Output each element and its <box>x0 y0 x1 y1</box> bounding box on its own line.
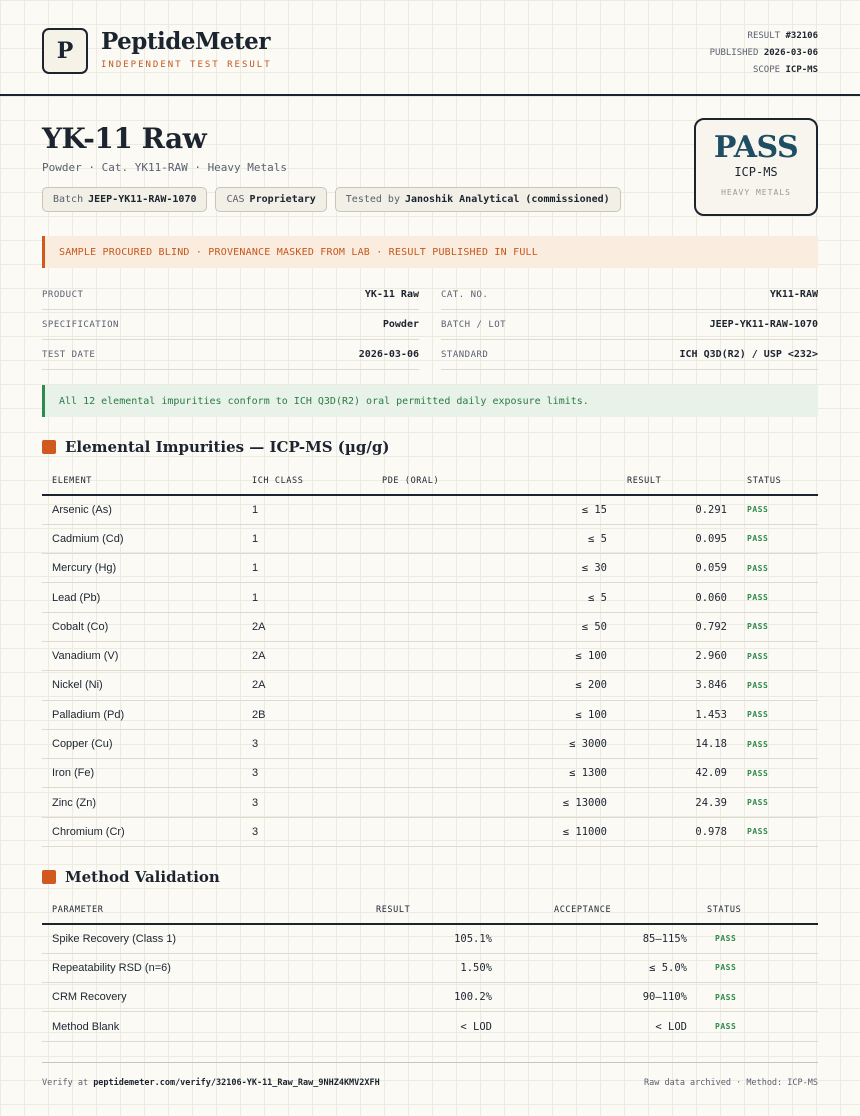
cas-chip <box>215 187 326 212</box>
result-value: 2.960 <box>617 641 737 670</box>
info-value: YK11-RAW <box>769 289 818 300</box>
ich-class: 1 <box>242 524 372 553</box>
info-label: BATCH / LOT <box>441 319 507 330</box>
status-badge: PASS <box>737 759 818 788</box>
status-badge: PASS <box>697 953 818 982</box>
pde-limit: ≤ 100 <box>372 700 617 729</box>
result-value: 42.09 <box>617 759 737 788</box>
stamp-method: ICP-MS <box>734 165 778 179</box>
table-row <box>42 924 818 953</box>
validation-heading <box>42 868 220 886</box>
result-value: 1.453 <box>617 700 737 729</box>
info-label: SPECIFICATION <box>42 319 119 330</box>
pde-limit: ≤ 13000 <box>372 788 617 817</box>
page-subtitle: Powder · Cat. YK11-RAW · Heavy Metals <box>42 161 288 174</box>
status-badge: PASS <box>737 612 818 641</box>
ich-class: 1 <box>242 495 372 524</box>
col-header: STATUS <box>737 467 818 495</box>
info-value: 2026-03-06 <box>358 349 419 360</box>
impurities-heading <box>42 438 389 456</box>
pde-limit: ≤ 3000 <box>372 729 617 758</box>
info-standard <box>441 340 818 370</box>
pde-limit: ≤ 50 <box>372 612 617 641</box>
info-row <box>42 340 818 370</box>
status-badge: PASS <box>697 983 818 1012</box>
status-badge: PASS <box>737 788 818 817</box>
report-meta <box>710 28 818 79</box>
published-line <box>710 45 818 62</box>
status-badge: PASS <box>697 1012 818 1041</box>
table-header-row <box>42 467 818 495</box>
element-name: Zinc (Zn) <box>42 788 242 817</box>
report-header <box>0 0 860 96</box>
scope-value: ICP-MS <box>785 65 818 75</box>
acceptance-range: ≤ 5.0% <box>502 953 697 982</box>
result-value: 0.060 <box>617 583 737 612</box>
table-header-row <box>42 896 818 924</box>
element-name: Palladium (Pd) <box>42 700 242 729</box>
info-value: Powder <box>382 319 419 330</box>
chip-label: Tested by <box>345 194 400 205</box>
result-value: 0.291 <box>617 495 737 524</box>
element-name: Iron (Fe) <box>42 759 242 788</box>
batch-chip <box>42 187 207 212</box>
procurement-notice: SAMPLE PROCURED BLIND · PROVENANCE MASKED FROM LAB · RESULT PUBLISHED IN FULL <box>42 236 818 268</box>
table-row <box>42 788 818 817</box>
col-header: RESULT <box>617 467 737 495</box>
info-value: JEEP-YK11-RAW-1070 <box>709 319 818 330</box>
scope-label: SCOPE <box>752 65 781 75</box>
pde-limit: ≤ 1300 <box>372 759 617 788</box>
element-name: Vanadium (V) <box>42 641 242 670</box>
ich-class: 3 <box>242 729 372 758</box>
result-value: 1.50% <box>302 953 502 982</box>
col-header: RESULT <box>302 896 502 924</box>
chip-value: Proprietary <box>249 194 316 205</box>
element-name: Lead (Pb) <box>42 583 242 612</box>
section-marker-icon <box>42 870 56 884</box>
col-header: ICH CLASS <box>242 467 372 495</box>
tested-by-chip <box>335 187 621 212</box>
table-row <box>42 554 818 583</box>
ich-class: 3 <box>242 817 372 846</box>
status-badge: PASS <box>737 554 818 583</box>
pass-stamp <box>694 118 818 216</box>
table-row <box>42 953 818 982</box>
table-row <box>42 495 818 524</box>
info-label: TEST DATE <box>42 349 96 360</box>
info-test-date <box>42 340 419 370</box>
status-badge: PASS <box>697 924 818 953</box>
info-grid <box>42 280 818 370</box>
result-id: #32106 <box>785 31 818 41</box>
info-product <box>42 280 419 310</box>
report-footer <box>42 1062 818 1102</box>
ich-class: 2A <box>242 612 372 641</box>
element-name: Cobalt (Co) <box>42 612 242 641</box>
chip-value: Janoshik Analytical (commissioned) <box>404 194 610 205</box>
pde-limit: ≤ 11000 <box>372 817 617 846</box>
parameter-name: Method Blank <box>42 1012 302 1041</box>
pde-limit: ≤ 5 <box>372 583 617 612</box>
parameter-name: Repeatability RSD (n=6) <box>42 953 302 982</box>
pde-limit: ≤ 5 <box>372 524 617 553</box>
info-row <box>42 310 818 340</box>
result-value: 0.792 <box>617 612 737 641</box>
result-value: 14.18 <box>617 729 737 758</box>
info-label: STANDARD <box>441 349 489 360</box>
table-row <box>42 524 818 553</box>
ich-class: 1 <box>242 554 372 583</box>
col-header: STATUS <box>697 896 818 924</box>
parameter-name: CRM Recovery <box>42 983 302 1012</box>
element-name: Chromium (Cr) <box>42 817 242 846</box>
archive-note: Raw data archived · Method: ICP-MS <box>644 1077 818 1088</box>
col-header: ACCEPTANCE <box>502 896 697 924</box>
chip-value: JEEP-YK11-RAW-1070 <box>88 194 197 205</box>
element-name: Nickel (Ni) <box>42 671 242 700</box>
table-row <box>42 729 818 758</box>
result-value: 3.846 <box>617 671 737 700</box>
ich-class: 2A <box>242 671 372 700</box>
result-value: 0.978 <box>617 817 737 846</box>
section-title: Elemental Impurities — ICP-MS (µg/g) <box>65 438 390 456</box>
status-badge: PASS <box>737 700 818 729</box>
element-name: Arsenic (As) <box>42 495 242 524</box>
table-row <box>42 641 818 670</box>
result-id-line <box>710 28 818 45</box>
info-value: YK-11 Raw <box>364 289 419 300</box>
status-badge: PASS <box>737 641 818 670</box>
info-row <box>42 280 818 310</box>
result-value: 0.059 <box>617 554 737 583</box>
ich-class: 2B <box>242 700 372 729</box>
info-label: PRODUCT <box>42 289 84 300</box>
conformance-banner: All 12 elemental impurities conform to ICH Q3D(R2) oral permitted daily exposure limits. <box>42 385 818 417</box>
published-date: 2026-03-06 <box>763 48 818 58</box>
parameter-name: Spike Recovery (Class 1) <box>42 924 302 953</box>
page-title: YK-11 Raw <box>42 122 207 155</box>
chip-label: Batch <box>53 194 84 205</box>
acceptance-range: < LOD <box>502 1012 697 1041</box>
status-badge: PASS <box>737 817 818 846</box>
element-name: Cadmium (Cd) <box>42 524 242 553</box>
scope-line <box>710 62 818 79</box>
section-marker-icon <box>42 440 56 454</box>
result-value: 100.2% <box>302 983 502 1012</box>
result-label: RESULT <box>747 31 781 41</box>
stamp-scope: HEAVY METALS <box>721 188 791 197</box>
stamp-verdict: PASS <box>713 130 799 165</box>
result-value: < LOD <box>302 1012 502 1041</box>
chip-label: CAS <box>226 194 245 205</box>
acceptance-range: 90–110% <box>502 983 697 1012</box>
table-row <box>42 583 818 612</box>
info-value: ICH Q3D(R2) / USP <232> <box>679 349 818 360</box>
acceptance-range: 85–115% <box>502 924 697 953</box>
brand-name: PeptideMeter <box>101 28 270 55</box>
section-title: Method Validation <box>65 868 220 886</box>
col-header: ELEMENT <box>42 467 242 495</box>
chip-row <box>42 187 621 212</box>
status-badge: PASS <box>737 729 818 758</box>
status-badge: PASS <box>737 583 818 612</box>
pde-limit: ≤ 15 <box>372 495 617 524</box>
table-row <box>42 612 818 641</box>
table-row <box>42 700 818 729</box>
element-name: Copper (Cu) <box>42 729 242 758</box>
table-row <box>42 817 818 846</box>
status-badge: PASS <box>737 671 818 700</box>
pde-limit: ≤ 30 <box>372 554 617 583</box>
table-row <box>42 1012 818 1041</box>
status-badge: PASS <box>737 495 818 524</box>
info-specification <box>42 310 419 340</box>
table-row <box>42 759 818 788</box>
validation-table <box>42 896 818 1042</box>
published-label: PUBLISHED <box>709 48 759 58</box>
result-value: 105.1% <box>302 924 502 953</box>
info-cat-no <box>441 280 818 310</box>
verify-label: Verify at <box>42 1077 89 1088</box>
logo-icon: P <box>42 28 88 74</box>
result-value: 0.095 <box>617 524 737 553</box>
brand-subtitle: INDEPENDENT TEST RESULT <box>101 60 272 70</box>
col-header: PARAMETER <box>42 896 302 924</box>
ich-class: 1 <box>242 583 372 612</box>
ich-class: 3 <box>242 759 372 788</box>
pde-limit: ≤ 200 <box>372 671 617 700</box>
ich-class: 3 <box>242 788 372 817</box>
info-label: CAT. NO. <box>441 289 489 300</box>
verify-link[interactable]: peptidemeter.com/verify/32106-YK-11_Raw_Raw_9NHZ4KMV2XFH <box>93 1077 380 1088</box>
info-batch <box>441 310 818 340</box>
table-row <box>42 671 818 700</box>
result-value: 24.39 <box>617 788 737 817</box>
table-row <box>42 983 818 1012</box>
impurities-table <box>42 467 818 847</box>
status-badge: PASS <box>737 524 818 553</box>
col-header: PDE (ORAL) <box>372 467 617 495</box>
element-name: Mercury (Hg) <box>42 554 242 583</box>
ich-class: 2A <box>242 641 372 670</box>
pde-limit: ≤ 100 <box>372 641 617 670</box>
verify-line <box>42 1078 380 1088</box>
